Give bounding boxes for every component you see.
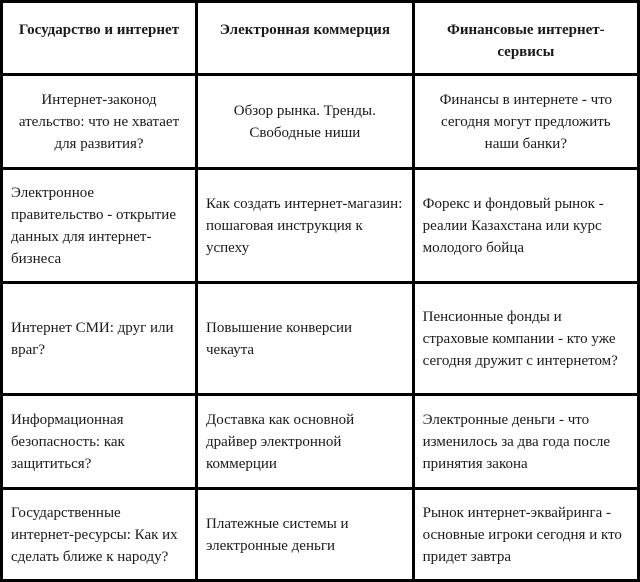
table-cell [413, 75, 638, 169]
table-cell [197, 75, 414, 169]
cell-text: Доставка как основной драйвер электронной коммерции [206, 411, 355, 472]
table-cell [413, 283, 638, 395]
cell-text: Интернет СМИ: друг или враг? [11, 319, 174, 358]
cell-text: Платежные системы и электронные деньги [206, 515, 349, 554]
table-cell [2, 169, 197, 283]
cell-text: Обзор рынка. Тренды. Свободные ниши [233, 102, 376, 141]
table-cell [2, 75, 197, 169]
table-cell [2, 489, 197, 581]
cell-text: Информационная безопасность: как защититься? [11, 411, 125, 472]
table-cell [2, 283, 197, 395]
cell-text: Рынок интернет-эквайринга - основные игроки сегодня и кто придет завтра [422, 504, 622, 565]
table-cell [197, 489, 414, 581]
cell-text: Интернет-законод ательство: что не хватает для развития? [18, 91, 180, 152]
table-row [2, 395, 639, 489]
cell-text: Электронное правительство - открытие данных для интернет-бизнеса [11, 184, 176, 267]
table-row [2, 169, 639, 283]
cell-text: Финансы в интернете - что сегодня могут предложить наши банки? [439, 91, 613, 152]
cell-text: Как создать интернет-магазин: пошаговая инструкция к успеху [206, 195, 403, 256]
table-cell [197, 169, 414, 283]
table-row [2, 283, 639, 395]
cell-text: Форекс и фондовый рынок - реалии Казахстана или курс молодого бойца [422, 195, 604, 256]
table-cell [2, 395, 197, 489]
table-cell [413, 395, 638, 489]
cell-text: Электронные деньги - что изменилось за два года после принятия закона [422, 411, 611, 472]
cell-text: Государственные интернет-ресурсы: Как их сделать ближе к народу? [11, 504, 178, 565]
table-cell [413, 489, 638, 581]
table-cell [197, 395, 414, 489]
cell-text: Пенсионные фонды и страховые компании - кто уже сегодня дружит с интернетом? [422, 308, 618, 369]
cell-text: Повышение конверсии чекаута [206, 319, 353, 358]
column-header-ecommerce: Электронная коммерция [197, 2, 414, 75]
table-row [2, 75, 639, 169]
table-cell [413, 169, 638, 283]
table-cell [197, 283, 414, 395]
column-header-finance: Финансовые интернет-сервисы [413, 2, 638, 75]
column-header-government: Государство и интернет [2, 2, 197, 75]
table-header-row [2, 2, 639, 75]
table-row [2, 489, 639, 581]
